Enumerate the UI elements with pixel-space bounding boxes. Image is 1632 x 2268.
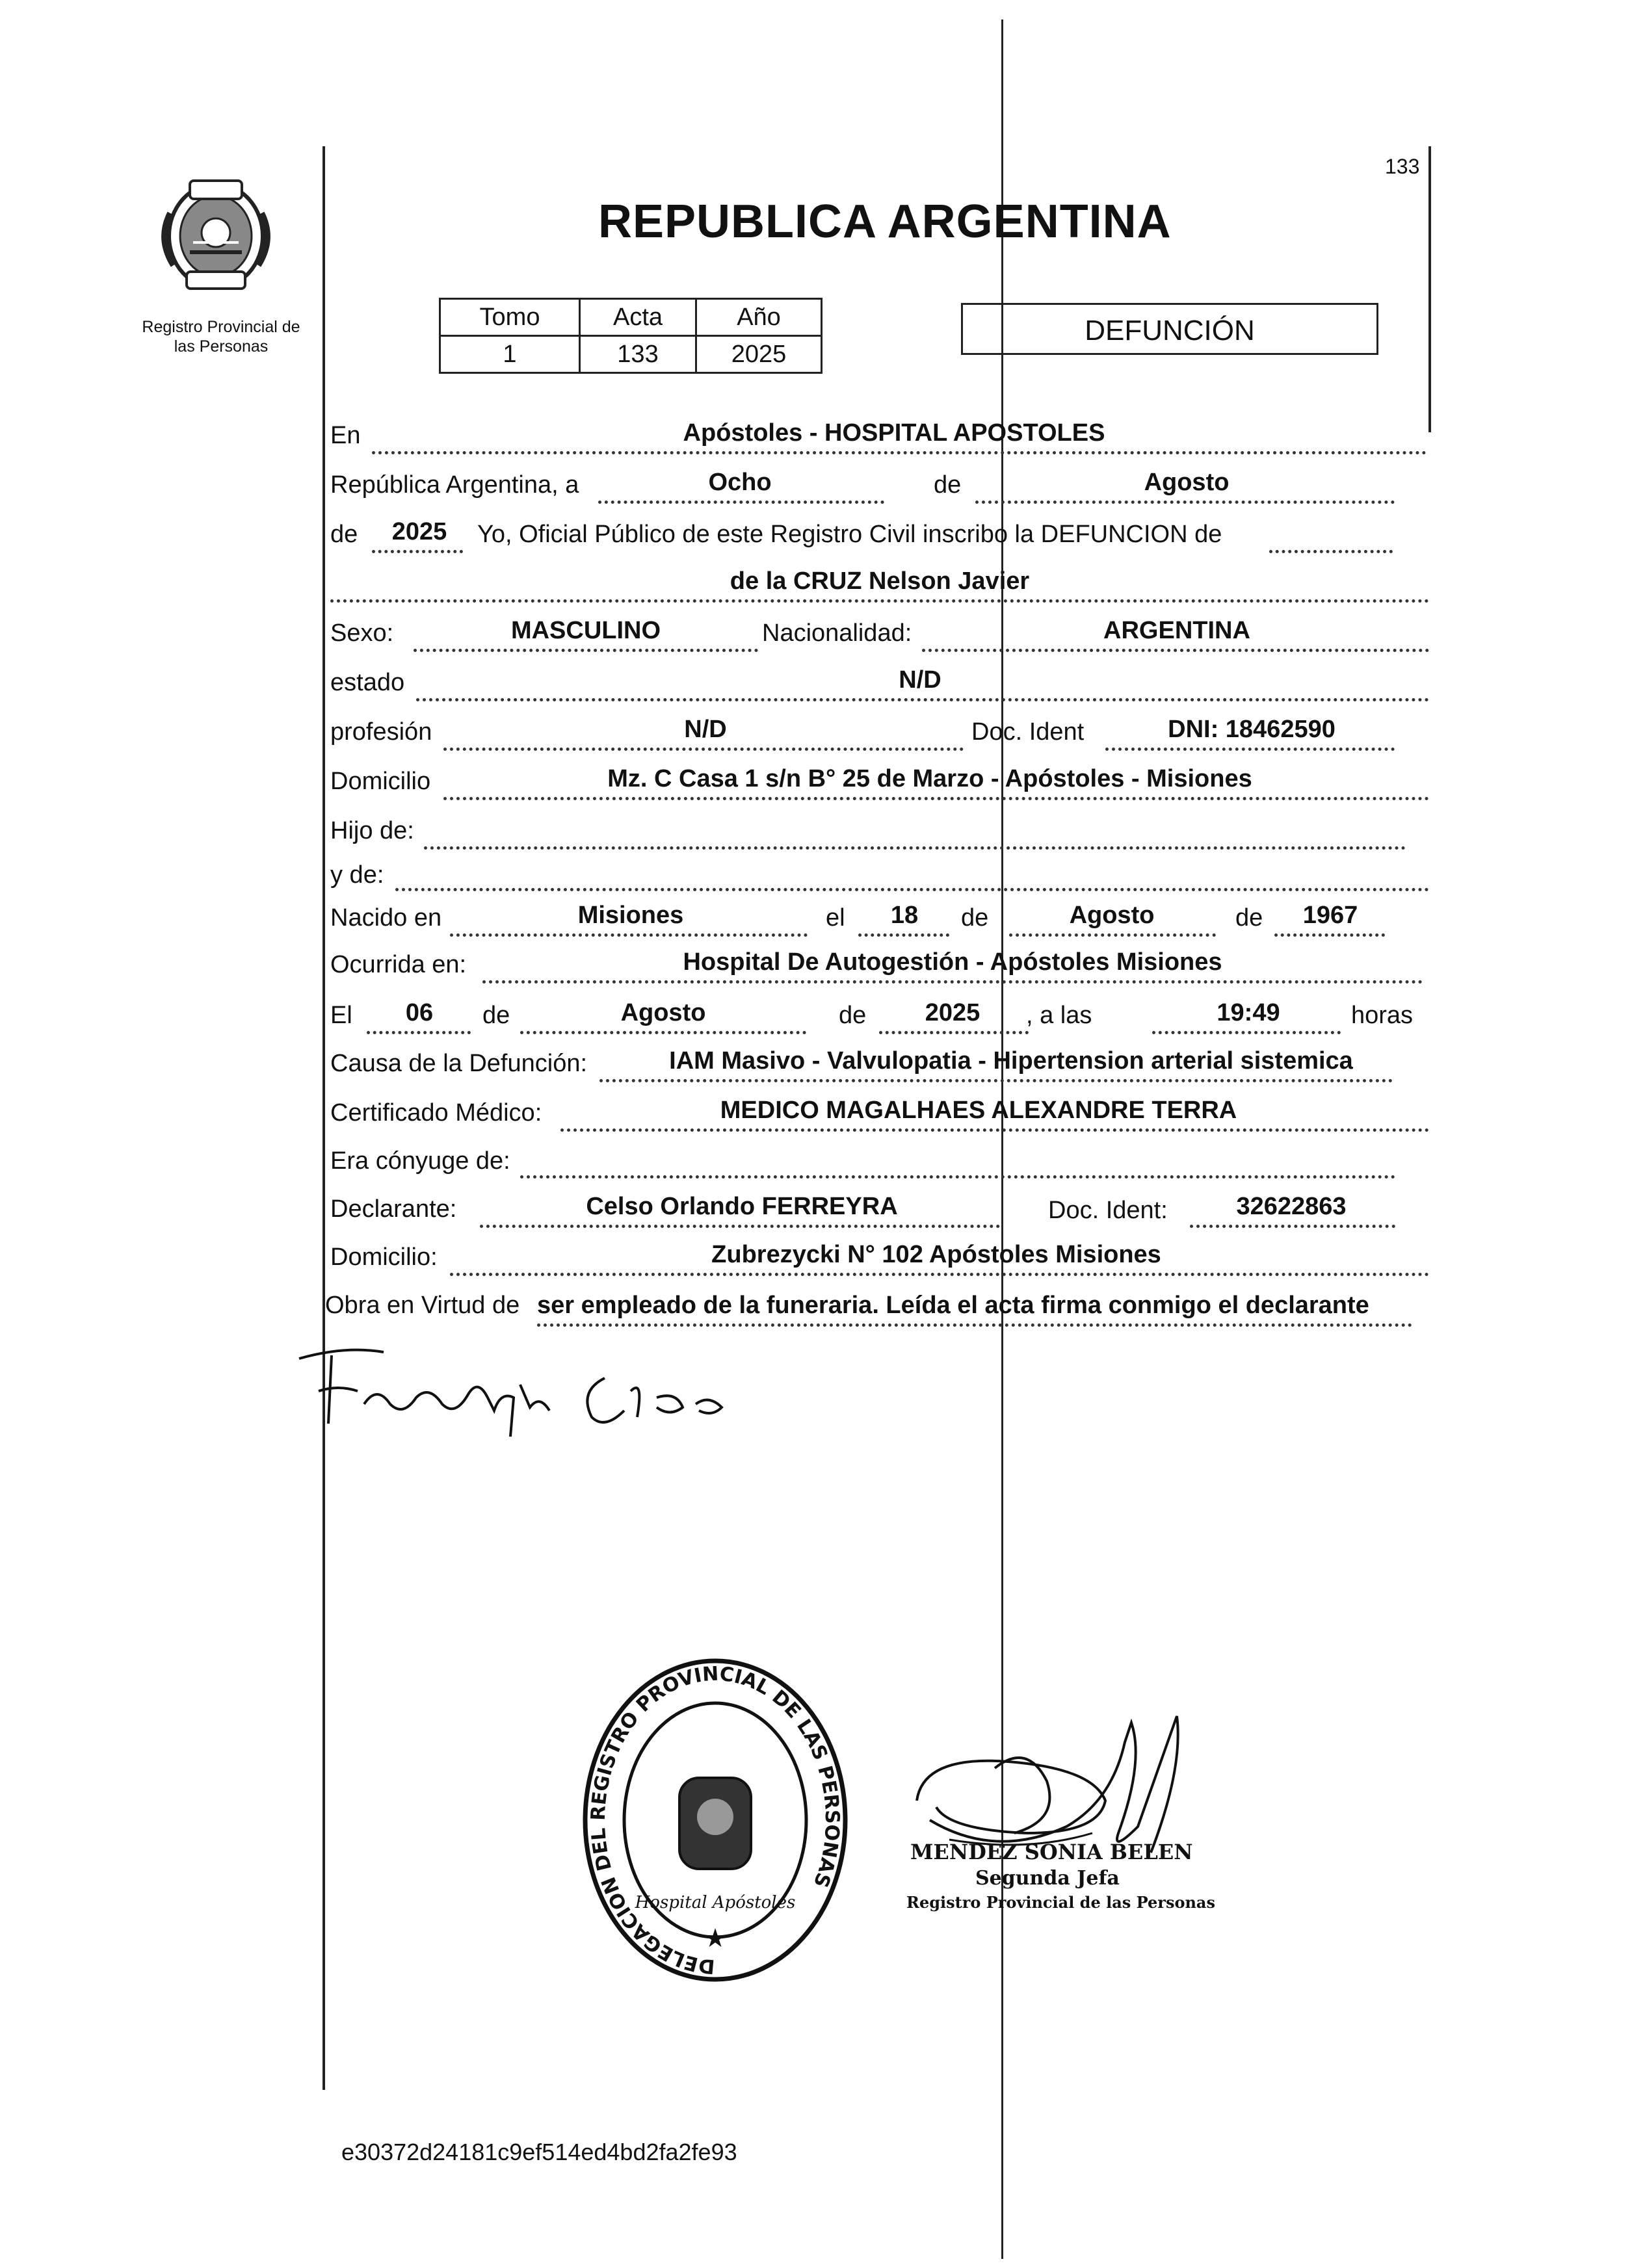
nacionalidad-underline — [922, 649, 1429, 652]
en-underline — [372, 451, 1427, 454]
y-de-label: y de: — [330, 861, 384, 889]
domicilio-label: Domicilio — [330, 768, 431, 795]
declarant-signature — [293, 1333, 748, 1463]
nacionalidad-value: ARGENTINA — [1103, 617, 1250, 644]
death-time-label: , a las — [1026, 1002, 1092, 1029]
domicilio-underline — [443, 797, 1429, 800]
conyuge-underline — [520, 1175, 1395, 1179]
svg-text:★: ★ — [704, 1924, 727, 1953]
doc-ident-underline — [1105, 748, 1395, 751]
death-time-underline — [1152, 1031, 1341, 1034]
declarante-domicilio-value: Zubrezycki N° 102 Apóstoles Misiones — [711, 1241, 1161, 1268]
doc-ident-label: Doc. Ident — [971, 718, 1085, 746]
conyuge-label: Era cónyuge de: — [330, 1147, 510, 1175]
official-office: Registro Provincial de las Personas — [906, 1893, 1215, 1912]
declarante-doc-underline — [1190, 1225, 1395, 1228]
date-de-label: de — [934, 471, 962, 499]
obra-value: ser empleado de la funeraria. Leída el acta firma conmigo el declarante — [537, 1292, 1369, 1319]
registration-year-value: 2025 — [391, 518, 447, 545]
death-de-label: de — [482, 1002, 510, 1029]
ano-value: 2025 — [696, 336, 822, 373]
declarante-value: Celso Orlando FERREYRA — [586, 1193, 898, 1220]
causa-underline — [599, 1079, 1393, 1082]
estado-value: N/D — [899, 666, 941, 694]
sexo-value: MASCULINO — [510, 617, 661, 644]
nacido-de-year-label: de — [1235, 904, 1263, 932]
registration-day-underline — [598, 501, 884, 504]
right-margin-line — [1428, 146, 1431, 432]
profesion-underline — [443, 748, 964, 751]
estado-label: estado — [330, 669, 405, 696]
registration-month-value: Agosto — [1144, 469, 1230, 496]
left-margin-line — [322, 146, 325, 2090]
ocurrida-label: Ocurrida en: — [330, 951, 467, 978]
birth-month-underline — [1009, 933, 1216, 937]
registration-year-underline — [372, 550, 463, 553]
declarante-doc-label: Doc. Ident: — [1048, 1197, 1168, 1224]
page-number: 133 — [1385, 155, 1420, 178]
deceased-name-underline — [330, 599, 1429, 603]
profesion-label: profesión — [330, 718, 432, 746]
y-de-underline — [395, 888, 1429, 891]
causa-label: Causa de la Defunción: — [330, 1050, 588, 1077]
declarante-domicilio-underline — [450, 1273, 1429, 1276]
horas-label: horas — [1351, 1002, 1414, 1029]
declarante-underline — [480, 1225, 1000, 1228]
document-type-box: DEFUNCIÓN — [961, 303, 1378, 355]
profesion-value: N/D — [684, 716, 727, 743]
seal-inner-text: Hospital Apóstoles — [635, 1893, 796, 1912]
tomo-value: 1 — [440, 336, 580, 373]
acta-value: 133 — [580, 336, 696, 373]
domicilio-value: Mz. C Casa 1 s/n B° 25 de Marzo - Apóstoles - Misiones — [607, 765, 1252, 792]
official-role: Segunda Jefa — [975, 1867, 1120, 1890]
nacido-label: Nacido en — [330, 904, 442, 932]
birth-month-value: Agosto — [1069, 902, 1155, 929]
declarante-label: Declarante: — [330, 1195, 457, 1223]
declarante-doc-value: 32622863 — [1236, 1193, 1347, 1220]
death-year-value: 2025 — [925, 999, 981, 1026]
birth-place-underline — [450, 933, 808, 937]
seal-ring-text: DELEGACION DEL REGISTRO PROVINCIAL DE LAS PERSONAS — [586, 1662, 844, 1978]
hijo-de-underline — [424, 846, 1406, 850]
tomo-header: Tomo — [440, 299, 580, 336]
ocurrida-underline — [482, 980, 1423, 984]
official-name: MENDEZ SONIA BELEN — [910, 1840, 1193, 1864]
sexo-underline — [414, 649, 758, 652]
certificado-underline — [560, 1128, 1429, 1132]
birth-year-value: 1967 — [1302, 902, 1358, 929]
deceased-name-value: de la CRUZ Nelson Javier — [730, 567, 1030, 595]
death-el-label: El — [330, 1002, 352, 1029]
death-day-value: 06 — [405, 999, 434, 1026]
estado-underline — [416, 698, 1429, 701]
page-title: REPUBLICA ARGENTINA — [598, 196, 1172, 248]
nacionalidad-label: Nacionalidad: — [762, 619, 912, 647]
death-day-underline — [367, 1031, 471, 1034]
obra-underline — [537, 1323, 1412, 1327]
en-label: En — [330, 422, 361, 449]
official-seal-stamp — [579, 1654, 852, 1992]
birth-day-underline — [858, 933, 949, 937]
death-time-value: 19:49 — [1217, 999, 1280, 1026]
birth-place-value: Misiones — [577, 902, 684, 929]
en-value: Apóstoles - HOSPITAL APOSTOLES — [683, 419, 1105, 447]
death-year-underline — [879, 1031, 1029, 1034]
death-de-year-label: de — [839, 1002, 867, 1029]
certificado-value: MEDICO MAGALHAES ALEXANDRE TERRA — [720, 1097, 1237, 1124]
officer-statement-label: Yo, Oficial Público de este Registro Civil inscribo la DEFUNCION de — [477, 521, 1222, 548]
registry-name-line1: Registro Provincial de — [142, 318, 300, 336]
obra-label: Obra en Virtud de — [325, 1292, 520, 1319]
province-emblem-logo — [151, 168, 281, 298]
acta-header: Acta — [580, 299, 696, 336]
statement-underline — [1269, 550, 1393, 553]
declarante-domicilio-label: Domicilio: — [330, 1244, 438, 1271]
death-month-underline — [520, 1031, 806, 1034]
registration-day-value: Ocho — [708, 469, 772, 496]
hijo-de-label: Hijo de: — [330, 817, 414, 844]
registration-month-underline — [975, 501, 1395, 504]
document-hash: e30372d24181c9ef514ed4bd2fa2fe93 — [341, 2139, 737, 2165]
ocurrida-value: Hospital De Autogestión - Apóstoles Misiones — [683, 948, 1222, 976]
date-prefix-label: República Argentina, a — [330, 471, 579, 499]
sexo-label: Sexo: — [330, 619, 394, 647]
birth-day-value: 18 — [890, 902, 919, 929]
causa-value: IAM Masivo - Valvulopatia - Hipertension arterial sistemica — [669, 1047, 1353, 1075]
registration-table — [439, 298, 823, 374]
year-de-label: de — [330, 521, 358, 548]
nacido-de-label: de — [961, 904, 989, 932]
nacido-el-label: el — [826, 904, 845, 932]
ano-header: Año — [696, 299, 822, 336]
registry-name-line2: las Personas — [174, 337, 269, 356]
death-month-value: Agosto — [620, 999, 706, 1026]
birth-year-underline — [1274, 933, 1385, 937]
certificado-label: Certificado Médico: — [330, 1099, 542, 1127]
doc-ident-value: DNI: 18462590 — [1168, 716, 1336, 743]
